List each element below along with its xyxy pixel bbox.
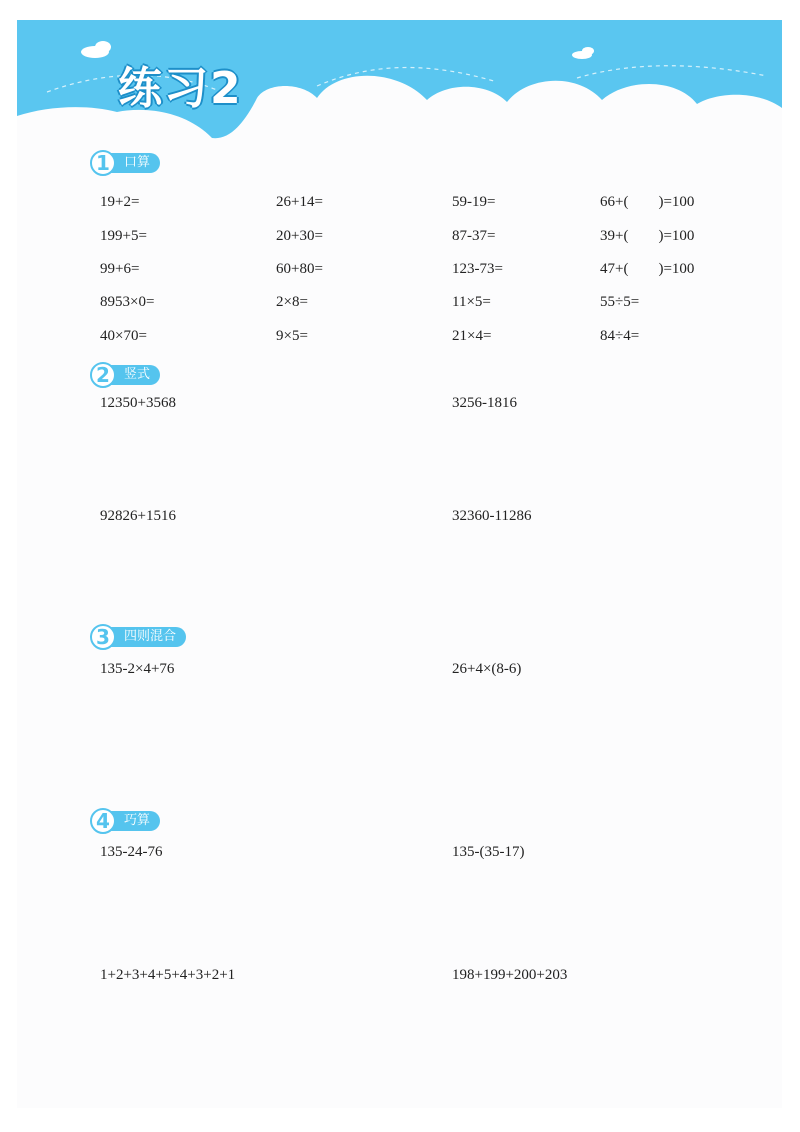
oral-problem: 60+80= — [276, 261, 323, 277]
section-label: 竖式 — [104, 365, 160, 385]
oral-problem: 40×70= — [100, 328, 147, 344]
oral-problem: 99+6= — [100, 261, 140, 277]
oral-problem: 26+14= — [276, 194, 323, 210]
worksheet-page — [17, 20, 782, 1108]
oral-problem: 2×8= — [276, 294, 308, 310]
vertical-problem: 12350+3568 — [100, 395, 176, 411]
oral-problem: 199+5= — [100, 228, 147, 244]
oral-problem: 47+( )=100 — [600, 261, 695, 277]
oral-problem: 123-73= — [452, 261, 503, 277]
vertical-problem: 92826+1516 — [100, 508, 176, 524]
vertical-problem: 3256-1816 — [452, 395, 517, 411]
section-number: 4 — [90, 808, 116, 834]
oral-problem: 87-37= — [452, 228, 496, 244]
clever-problem: 135-(35-17) — [452, 844, 525, 860]
oral-problem: 21×4= — [452, 328, 492, 344]
vertical-problem: 32360-11286 — [452, 508, 532, 524]
oral-problem: 19+2= — [100, 194, 140, 210]
clever-problem: 198+199+200+203 — [452, 967, 568, 983]
oral-problem: 84÷4= — [600, 328, 640, 344]
clever-problem: 135-24-76 — [100, 844, 163, 860]
oral-problem: 66+( )=100 — [600, 194, 695, 210]
section-label: 口算 — [104, 153, 160, 173]
oral-problem: 9×5= — [276, 328, 308, 344]
section-label: 四则混合 — [104, 627, 186, 647]
oral-problem: 11×5= — [452, 294, 491, 310]
section-number: 2 — [90, 362, 116, 388]
page-title: 练习2 — [118, 63, 243, 114]
oral-problem: 8953×0= — [100, 294, 155, 310]
mixed-problem: 26+4×(8-6) — [452, 661, 522, 677]
oral-problem: 59-19= — [452, 194, 496, 210]
clever-problem: 1+2+3+4+5+4+3+2+1 — [100, 967, 236, 983]
section-number: 3 — [90, 624, 116, 650]
section-label: 巧算 — [104, 811, 160, 831]
oral-problem: 20+30= — [276, 228, 323, 244]
oral-problem: 39+( )=100 — [600, 228, 695, 244]
oral-problem: 55÷5= — [600, 294, 640, 310]
mixed-problem: 135-2×4+76 — [100, 661, 175, 677]
section-number: 1 — [90, 150, 116, 176]
